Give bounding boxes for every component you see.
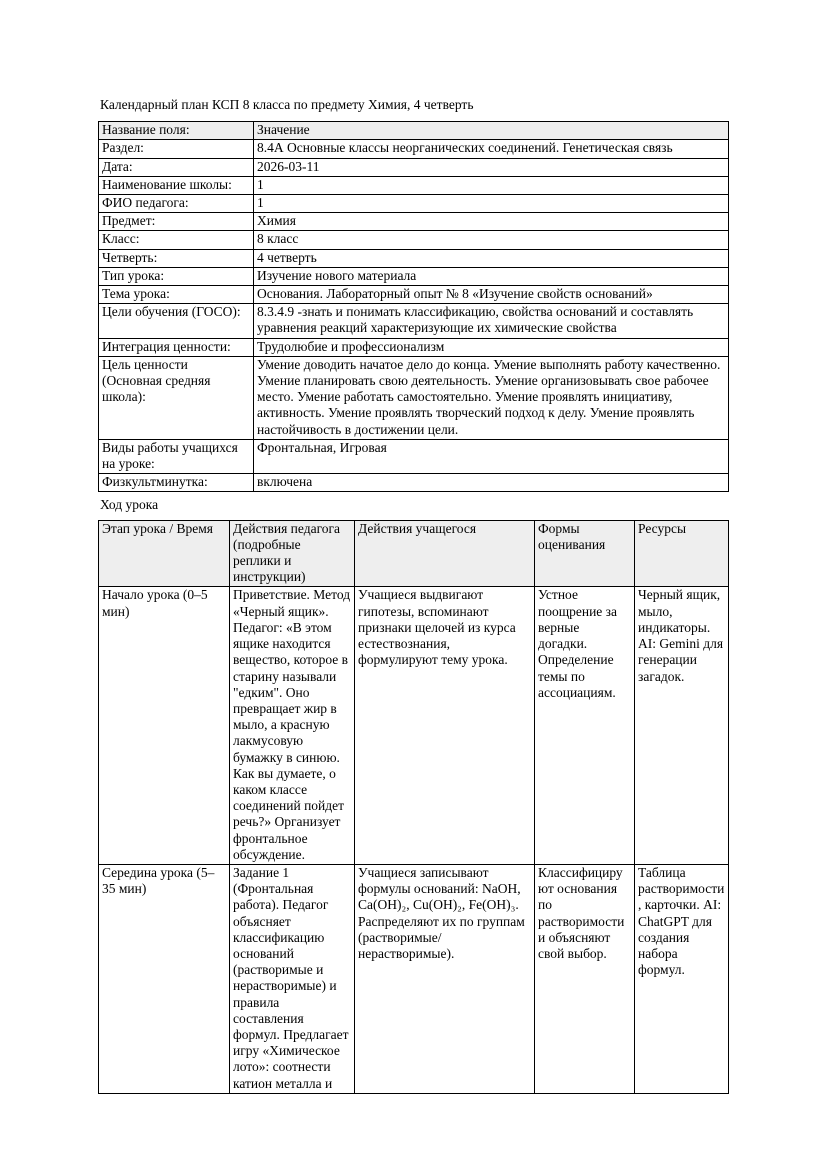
table-row [99,176,729,194]
table-row [99,195,729,213]
field-name-cell: Цели обучения (ГОСО): [99,304,254,338]
field-value-cell: включена [254,474,729,492]
table-row [99,338,729,356]
resources-cell: Черный ящик, мыло, индикаторы. AI: Gemini для генерации загадок. [635,587,729,864]
field-value-cell: Химия [254,213,729,231]
field-name-cell: Наименование школы: [99,176,254,194]
field-name-cell: Физкультминутка: [99,474,254,492]
table-header-row [99,520,729,587]
field-name-cell: Виды работы учащихся на уроке: [99,439,254,473]
field-name-cell: Тема урока: [99,286,254,304]
field-value-cell: 8.3.4.9 -знать и понимать классификацию, свойства оснований и составлять уравнения реакций характеризующие их химические свойства [254,304,729,338]
table-row [99,864,729,1093]
field-name-cell: Класс: [99,231,254,249]
column-header-student-actions: Действия учащегося [355,520,535,587]
student-actions-cell: Учащиеся выдвигают гипотезы, вспоминают признаки щелочей из курса естествознания, формулируют тему урока. [355,587,535,864]
field-name-cell: Цель ценности (Основная средняя школа): [99,356,254,439]
field-value-cell: 8 класс [254,231,729,249]
field-name-cell: Тип урока: [99,267,254,285]
teacher-actions-cell: Приветствие. Метод «Черный ящик». Педагог: «В этом ящике находится вещество, которое в старину называли "едким". Оно превращает жир в мыло, а красную лакмусовую бумажку в синюю. Как вы думаете, о каком классе соединений пойдет речь?» Организует фронтальное обсуждение. [230,587,355,864]
field-value-cell: 1 [254,176,729,194]
table-row [99,267,729,285]
teacher-actions-cell: Задание 1 (Фронтальная работа). Педагог объясняет классификацию оснований (растворимые и нерастворимые) и правила составления формул. Предлагает игру «Химическое лото»: соотнести катион металла и [230,864,355,1093]
lesson-info-table [98,121,729,492]
column-header-teacher-actions: Действия педагога (подробные реплики и инструкции) [230,520,355,587]
table-row [99,140,729,158]
table-row [99,158,729,176]
table-row [99,213,729,231]
field-name-cell: ФИО педагога: [99,195,254,213]
resources-cell: Таблица растворимости, карточки. AI: ChatGPT для создания набора формул. [635,864,729,1093]
field-value-cell: Трудолюбие и профессионализм [254,338,729,356]
column-header-stage: Этап урока / Время [99,520,230,587]
stage-cell: Начало урока (0–5 мин) [99,587,230,864]
field-value-cell: 2026-03-11 [254,158,729,176]
table-row [99,587,729,864]
column-header-field: Название поля: [99,122,254,140]
table-row [99,304,729,338]
section-heading: Ход урока [100,497,159,513]
assessment-cell: Классифицируют основания по растворимости и объясняют свой выбор. [535,864,635,1093]
field-value-cell: Фронтальная, Игровая [254,439,729,473]
field-value-cell: 1 [254,195,729,213]
field-name-cell: Предмет: [99,213,254,231]
field-value-cell: 8.4А Основные классы неорганических соединений. Генетическая связь [254,140,729,158]
table-row [99,286,729,304]
field-name-cell: Интеграция ценности: [99,338,254,356]
field-name-cell: Дата: [99,158,254,176]
field-value-cell: Основания. Лабораторный опыт № 8 «Изучение свойств оснований» [254,286,729,304]
field-value-cell: Умение доводить начатое дело до конца. Умение выполнять работу качественно. Умение планировать свою деятельность. Умение организовывать свое рабочее место. Умение работать самостоятельно. Умение проявлять инициативу, активность. Умение проявлять творческий подход к делу. Умение проявлять настойчивость в достижении цели. [254,356,729,439]
column-header-value: Значение [254,122,729,140]
lesson-flow-table [98,520,729,1094]
assessment-cell: Устное поощрение за верные догадки. Определение темы по ассоциациям. [535,587,635,864]
field-value-cell: 4 четверть [254,249,729,267]
table-row [99,356,729,439]
field-value-cell: Изучение нового материала [254,267,729,285]
field-name-cell: Раздел: [99,140,254,158]
table-row [99,474,729,492]
field-name-cell: Четверть: [99,249,254,267]
column-header-assessment: Формы оценивания [535,520,635,587]
student-actions-cell: Учащиеся записывают формулы оснований: NaOH, Ca(OH)₂, Cu(OH)₂, Fe(OH)₃. Распределяют их по группам (растворимые/нерастворимые). [355,864,535,1093]
document-title: Календарный план КСП 8 класса по предмету Химия, 4 четверть [100,97,474,112]
column-header-resources: Ресурсы [635,520,729,587]
stage-cell: Середина урока (5–35 мин) [99,864,230,1093]
table-header-row [99,122,729,140]
table-row [99,439,729,473]
table-row [99,231,729,249]
table-row [99,249,729,267]
